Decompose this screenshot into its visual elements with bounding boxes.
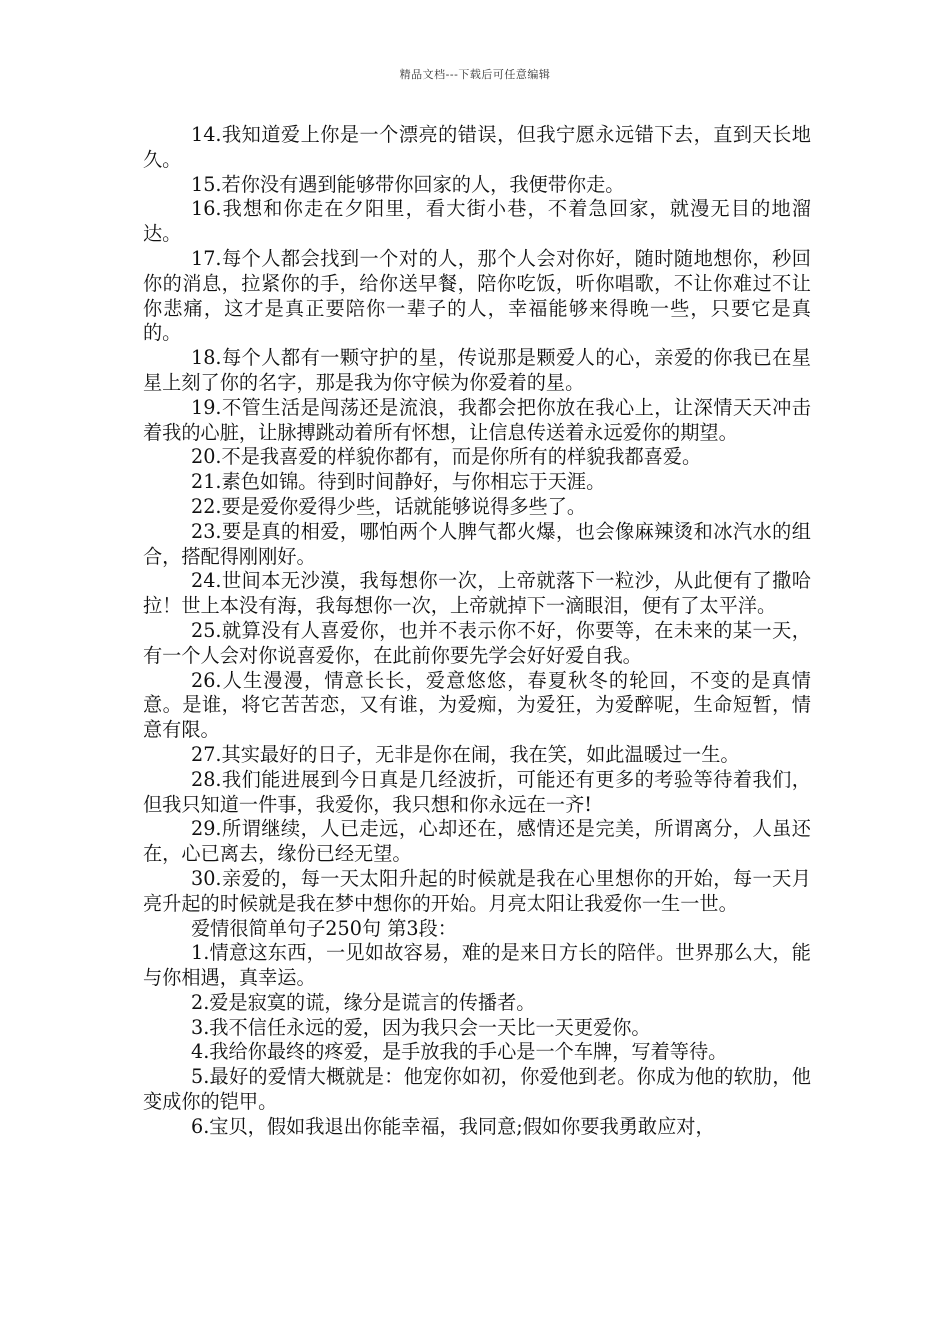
section-heading: 爱情很简单句子250句 第3段：	[191, 916, 457, 940]
paragraph-22: 22.要是爱你爱得少些，话就能够说得多些了。	[191, 494, 587, 518]
paragraph-6: 6.宝贝，假如我退出你能幸福，我同意;假如你要我勇敢应对，	[191, 1114, 715, 1138]
paragraph-24: 24.世间本无沙漠，我每想你一次，上帝就落下一粒沙，从此便有了撒哈拉！世上本没有海，我每想你一次，上帝就掉下一滴眼泪，便有了太平洋。	[143, 569, 811, 618]
paragraph-21: 21.素色如锦。待到时间静好，与你相忘于天涯。	[191, 470, 606, 494]
paragraph-25: 25.就算没有人喜爱你，也并不表示你不好，你要等，在未来的某一天，有一个人会对你说喜爱你，在此前你要先学会好好爱自我。	[143, 618, 811, 667]
paragraph-2: 2.爱是寂寞的谎，缘分是谎言的传播者。	[191, 990, 536, 1014]
page-header: 精品文档---下载后可任意编辑	[399, 68, 551, 81]
paragraph-28: 28.我们能进展到今日真是几经波折，可能还有更多的考验等待着我们，但我只知道一件事，我爱你，我只想和你永远在一齐!	[143, 767, 811, 816]
paragraph-3: 3.我不信任永远的爱，因为我只会一天比一天更爱你。	[191, 1015, 651, 1039]
paragraph-1: 1.情意这东西，一见如故容易，难的是来日方长的陪伴。世界那么大，能与你相遇，真幸运。	[143, 941, 811, 990]
paragraph-19: 19.不管生活是闯荡还是流浪，我都会把你放在我心上，让深情天天冲击着我的心脏，让脉搏跳动着所有怀想，让信息传送着永远爱你的期望。	[143, 395, 811, 444]
paragraph-29: 29.所谓继续，人已走远，心却还在，感情还是完美，所谓离分，人虽还在，心已离去，缘份已经无望。	[143, 817, 811, 866]
paragraph-16: 16.我想和你走在夕阳里，看大街小巷，不着急回家，就漫无目的地溜达。	[143, 197, 811, 246]
document-body	[143, 123, 811, 1140]
paragraph-26: 26.人生漫漫，情意长长，爱意悠悠，春夏秋冬的轮回，不变的是真情意。是谁，将它苦苦恋，又有谁，为爱痴，为爱狂，为爱醉呢，生命短暂，情意有限。	[143, 668, 811, 742]
paragraph-15: 15.若你没有遇到能够带你回家的人，我便带你走。	[191, 172, 625, 196]
paragraph-27: 27.其实最好的日子，无非是你在闹，我在笑，如此温暖过一生。	[191, 742, 740, 766]
paragraph-4: 4.我给你最终的疼爱，是手放我的手心是一个车牌，写着等待。	[191, 1040, 728, 1064]
paragraph-14: 14.我知道爱上你是一个漂亮的错误，但我宁愿永远错下去，直到天长地久。	[143, 123, 811, 171]
paragraph-17: 17.每个人都会找到一个对的人，那个人会对你好，随时随地想你，秒回你的消息，拉紧你的手，给你送早餐，陪你吃饭，听你唱歌，不让你难过不让你悲痛，这才是真正要陪你一辈子的人，幸福能够来得晚一些，只要它是真的。	[143, 246, 811, 345]
paragraph-18: 18.每个人都有一颗守护的星，传说那是颗爱人的心，亲爱的你我已在星星上刻了你的名字，那是我为你守候为你爱着的星。	[143, 346, 811, 394]
paragraph-20: 20.不是我喜爱的样貌你都有，而是你所有的样貌我都喜爱。	[191, 445, 702, 469]
paragraph-30: 30.亲爱的，每一天太阳升起的时候就是我在心里想你的开始，每一天月亮升起的时候就是我在梦中想你的开始。月亮太阳让我爱你一生一世。	[143, 866, 811, 915]
paragraph-23: 23.要是真的相爱，哪怕两个人脾气都火爆，也会像麻辣烫和冰汽水的组合，搭配得刚刚好。	[143, 519, 811, 568]
paragraph-5: 5.最好的爱情大概就是：他宠你如初，你爱他到老。你成为他的软肋，他变成你的铠甲。	[143, 1065, 811, 1114]
